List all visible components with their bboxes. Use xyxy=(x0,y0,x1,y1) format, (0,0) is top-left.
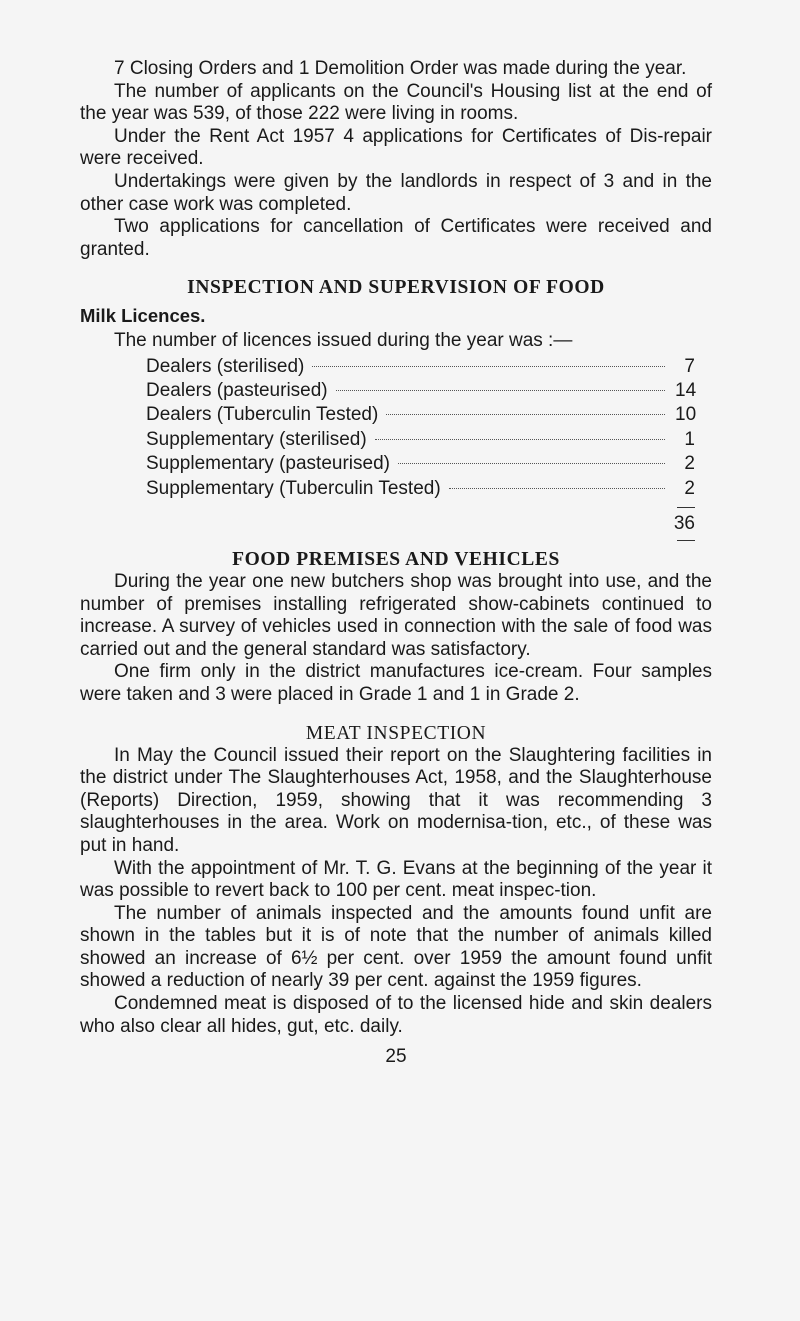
licence-label: Dealers (pasteurised) xyxy=(146,379,328,401)
meat-inspection-section xyxy=(80,723,712,1039)
licence-row xyxy=(146,428,695,452)
licence-count: 7 xyxy=(684,355,695,377)
licence-count: 14 xyxy=(675,379,697,401)
licence-label: Supplementary (sterilised) xyxy=(146,428,367,450)
housing-paragraph-2: The number of applicants on the Council's Housing list at the end of the year was 539, of those 222 were living in rooms. xyxy=(80,80,712,125)
licence-label: Dealers (Tuberculin Tested) xyxy=(146,404,379,426)
licence-label: Dealers (sterilised) xyxy=(146,355,305,377)
milk-licences-subheading: Milk Licences. xyxy=(80,305,206,327)
dot-leader xyxy=(449,488,665,489)
housing-section xyxy=(80,58,712,261)
licence-label: Supplementary (Tuberculin Tested) xyxy=(146,477,441,499)
food-inspection-heading: INSPECTION AND SUPERVISION OF FOOD xyxy=(187,277,605,299)
premises-paragraph-2: One firm only in the district manufactures ice-cream. Four samples were taken and 3 were placed in Grade 1 and 1 in Grade 2. xyxy=(80,661,712,705)
licence-count: 2 xyxy=(684,453,695,475)
licence-count: 10 xyxy=(675,404,697,426)
total-rule-bottom xyxy=(677,540,695,541)
housing-paragraph-1: 7 Closing Orders and 1 Demolition Order was made during the year. xyxy=(114,58,687,79)
housing-paragraph-3: Under the Rent Act 1957 4 applications for Certificates of Dis-repair were received. xyxy=(80,125,712,170)
meat-paragraph-2: With the appointment of Mr. T. G. Evans at the beginning of the year it was possible to revert back to 100 per cent. meat inspec-tion. xyxy=(80,857,712,902)
dot-leader xyxy=(312,366,665,367)
premises-heading: FOOD PREMISES AND VEHICLES xyxy=(232,548,560,570)
meat-paragraph-3: The number of animals inspected and the amounts found unfit are shown in the tables but it is of note that the number of animals killed showed an increase of 6½ per cent. over 1959 the amount found unfit showed a reduction of nearly 39 per cent. against the 1959 figures. xyxy=(80,902,712,992)
licence-count: 1 xyxy=(684,428,695,450)
premises-section xyxy=(80,549,712,707)
licence-row xyxy=(146,355,695,379)
dot-leader xyxy=(398,463,665,464)
licence-row xyxy=(146,452,695,476)
housing-paragraph-5: Two applications for cancellation of Certificates were received and granted. xyxy=(80,216,712,260)
licences-intro: The number of licences issued during the year was :— xyxy=(114,329,573,351)
page-number: 25 xyxy=(385,1046,407,1068)
dot-leader xyxy=(336,390,665,391)
licence-total: 36 xyxy=(673,512,695,534)
premises-paragraph-1: During the year one new butchers shop was brought into use, and the number of premises installing refrigerated show-cabinets continued to increase. A survey of vehicles used in connection with the sale of food was carried out and the general standard was satisfactory. xyxy=(80,570,712,660)
meat-paragraph-1: In May the Council issued their report on the Slaughtering facilities in the district under The Slaughterhouses Act, 1958, and the Slaughterhouse (Reports) Direction, 1959, showing that it was recommending 3 slaughterhouses in the area. Work on modernisa-tion, etc., of these was put in hand. xyxy=(80,744,712,856)
food-inspection-section xyxy=(80,277,712,541)
licence-row xyxy=(146,403,695,427)
licence-row xyxy=(146,477,695,501)
meat-paragraph-4: Condemned meat is disposed of to the licensed hide and skin dealers who also clear all hides, gut, etc. daily. xyxy=(80,993,712,1037)
licence-table xyxy=(146,355,695,541)
licence-label: Supplementary (pasteurised) xyxy=(146,453,390,475)
meat-inspection-heading: MEAT INSPECTION xyxy=(305,722,487,744)
document-page xyxy=(80,58,712,1068)
licence-row xyxy=(146,379,695,403)
total-rule-top xyxy=(677,507,695,508)
dot-leader xyxy=(386,414,665,415)
licence-count: 2 xyxy=(684,477,695,499)
licence-total-row xyxy=(146,512,695,536)
housing-paragraph-4: Undertakings were given by the landlords in respect of 3 and in the other case work was completed. xyxy=(80,170,712,215)
dot-leader xyxy=(375,439,665,440)
